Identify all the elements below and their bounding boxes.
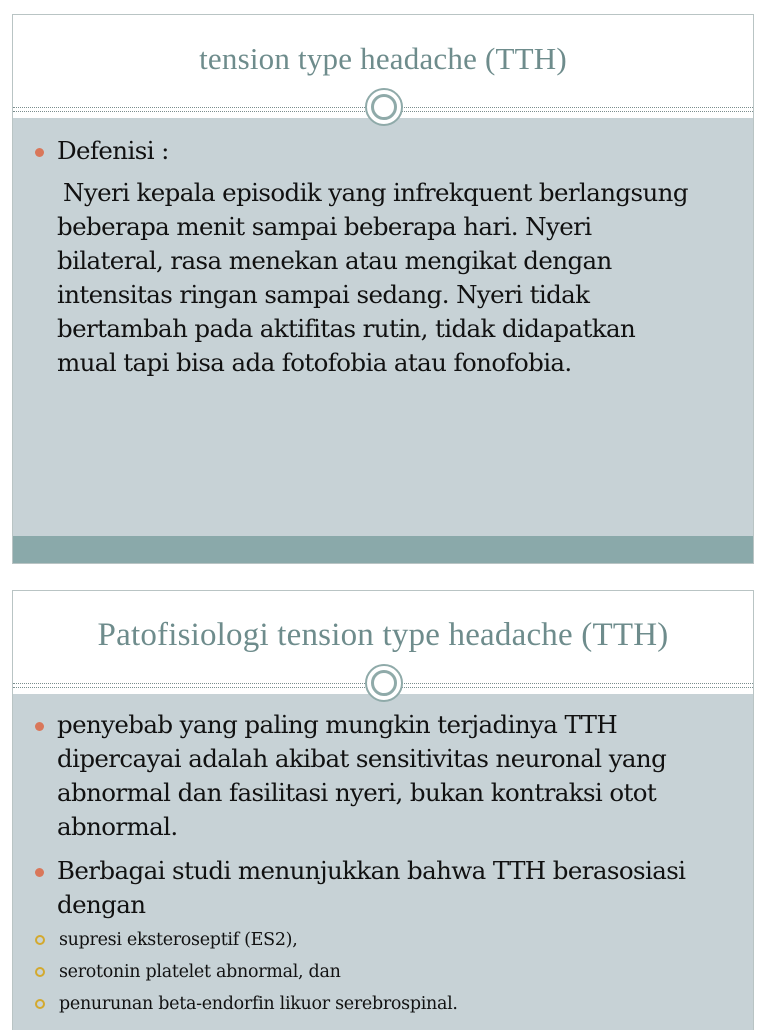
slide-2-content	[33, 708, 735, 1020]
paragraph-line: bilateral, rasa menekan atau mengikat dengan	[57, 246, 612, 275]
bullet-line: dipercayai adalah akibat sensitivitas neuronal yang	[57, 744, 667, 773]
bullet-item	[33, 134, 735, 168]
sub-bullet-item	[35, 924, 735, 956]
paragraph-line: intensitas ringan sampai sedang. Nyeri tidak	[57, 280, 590, 309]
slide-2-title: Patofisiologi tension type headache (TTH)	[97, 617, 669, 653]
bullet-dot-icon	[35, 868, 44, 877]
bullet-line: penyebab yang paling mungkin terjadinya TTH	[57, 710, 618, 739]
bullet-item	[33, 854, 735, 922]
slide-1-content	[33, 134, 735, 380]
bullet-label: Defenisi :	[57, 136, 169, 165]
paragraph-line: Nyeri kepala episodik yang infrekquent berlangsung	[63, 178, 688, 207]
bullet-dot-icon	[35, 722, 44, 731]
paragraph-line: bertambah pada aktifitas rutin, tidak didapatkan	[57, 314, 636, 343]
circle-ornament-icon	[365, 664, 403, 702]
slide-1-body	[13, 118, 753, 536]
bullet-line: abnormal.	[57, 812, 178, 841]
bullet-line: abnormal dan fasilitasi nyeri, bukan kontraksi otot	[57, 778, 657, 807]
slide-2	[12, 590, 754, 1030]
ring-bullet-icon	[35, 999, 45, 1009]
circle-ornament-icon	[365, 88, 403, 126]
slide-1	[12, 14, 754, 564]
sub-bullet-item	[35, 956, 735, 988]
slide-footer-bar	[13, 536, 753, 563]
bullet-item	[33, 708, 735, 844]
bullet-line: dengan	[57, 890, 146, 919]
paragraph-line: mual tapi bisa ada fotofobia atau fonofobia.	[57, 348, 572, 377]
bullet-line: Berbagai studi menunjukkan bahwa TTH berasosiasi	[57, 856, 686, 885]
slide-2-body	[13, 694, 753, 1030]
ring-bullet-icon	[35, 967, 45, 977]
definition-paragraph	[33, 176, 735, 380]
sub-bullet-text: serotonin platelet abnormal, dan	[59, 962, 341, 982]
ring-bullet-icon	[35, 935, 45, 945]
sub-bullet-text: supresi eksteroseptif (ES2),	[59, 930, 298, 950]
slide-1-title: tension type headache (TTH)	[199, 41, 567, 76]
sub-bullet-item	[35, 988, 735, 1020]
bullet-dot-icon	[35, 148, 44, 157]
paragraph-line: beberapa menit sampai beberapa hari. Nyeri	[57, 212, 592, 241]
sub-bullet-text: penurunan beta-endorfin likuor serebrospinal.	[59, 994, 458, 1014]
